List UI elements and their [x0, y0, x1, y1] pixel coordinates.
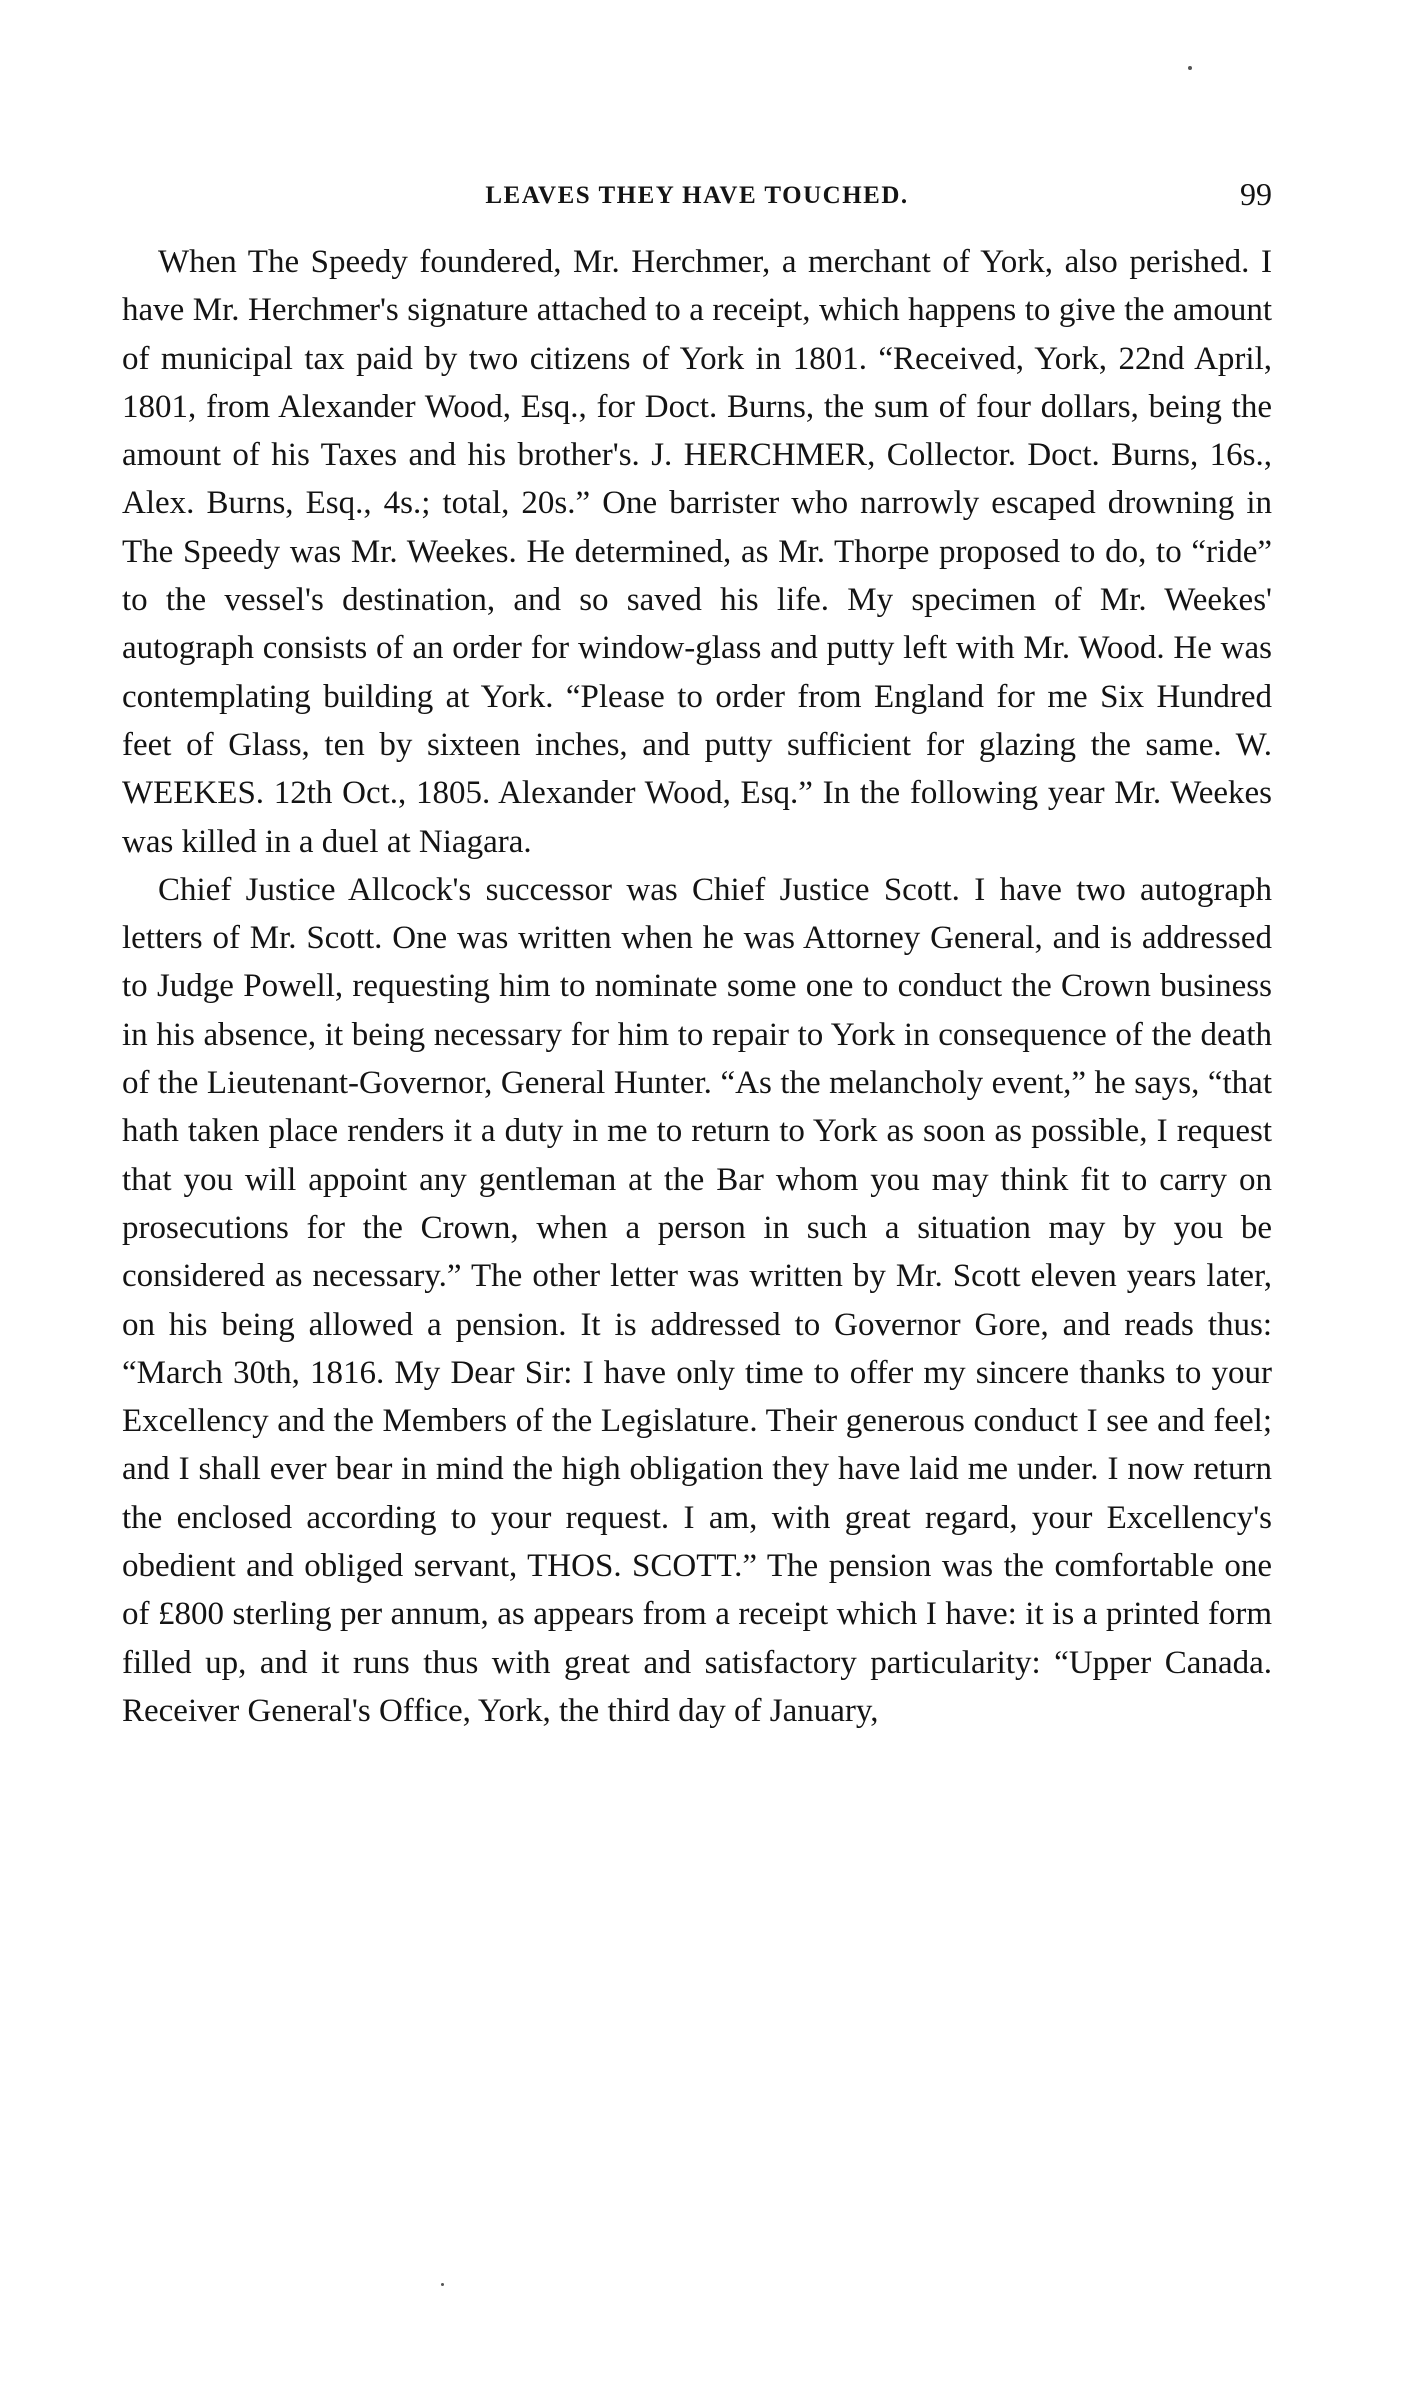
body-text — [122, 238, 1272, 1735]
paragraph-speedy: When The Speedy foundered, Mr. Herchmer, a merchant of York, also perished. I have Mr. Herchmer's signature attached to a receipt, which happens to give the amount of municipal tax paid by two citizens of York in 1801. “Received, York, 22nd April, 1801, from Alexander Wood, Esq., for Doct. Burns, the sum of four dollars, being the amount of his Taxes and his brother's. J. HERCHMER, Collector. Doct. Burns, 16s., Alex. Burns, Esq., 4s.; total, 20s.” One barrister who narrowly escaped drowning in The Speedy was Mr. Weekes. He determined, as Mr. Thorpe proposed to do, to “ride” to the vessel's destination, and so saved his life. My specimen of Mr. Weekes' autograph consists of an order for window-glass and putty left with Mr. Wood. He was contemplating building at York. “Please to order from England for me Six Hundred feet of Glass, ten by sixteen inches, and putty sufficient for glazing the same. W. WEEKES. 12th Oct., 1805. Alexander Wood, Esq.” In the following year Mr. Weekes was killed in a duel at Niagara. — [122, 244, 1272, 860]
running-head — [122, 176, 1272, 216]
paragraph-chief-justice-scott: Chief Justice Allcock's successor was Chief Justice Scott. I have two autograph letters of Mr. Scott. One was written when he was Attorney General, and is addressed to Judge Powell, requesting him to nominate some one to conduct the Crown business in his absence, it being necessary for him to repair to York in consequence of the death of the Lieutenant-Governor, General Hunter. “As the melancholy event,” he says, “that hath taken place renders it a duty in me to return to York as soon as possible, I request that you will appoint any gentleman at the Bar whom you may think fit to carry on prosecutions for the Crown, when a person in such a situation may by you be considered as necessary.” The other letter was written by Mr. Scott eleven years later, on his being allowed a pension. It is addressed to Governor Gore, and reads thus: “March 30th, 1816. My Dear Sir: I have only time to offer my sincere thanks to your Excellency and the Members of the Legislature. Their generous conduct I see and feel; and I shall ever bear in mind the high obligation they have laid me under. I now return the enclosed according to your request. I am, with great regard, your Excellency's obedient and obliged servant, THOS. SCOTT.” The pension was the comfortable one of £800 sterling per annum, as appears from a receipt which I have: it is a printed form filled up, and it runs thus with great and satisfactory particularity: “Upper Canada. Receiver General's Office, York, the third day of January, — [122, 871, 1272, 1729]
stray-ink-mark — [1188, 66, 1192, 70]
page-number: 99 — [1240, 176, 1272, 212]
stray-ink-mark — [441, 2283, 444, 2286]
running-title: LEAVES THEY HAVE TOUCHED. — [485, 182, 909, 209]
